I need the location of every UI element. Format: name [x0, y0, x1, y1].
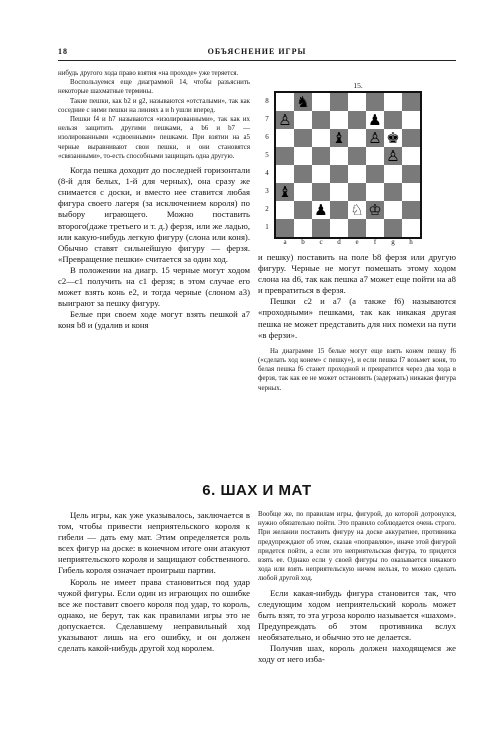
paragraph: Вообще же, по правилам игры, фигурой, до которой дотронулся, нужно обязательно пойти. Это правило соблюдается очень строго. При желании поставить фигуру на доске аккуратнее, противника предупреждают об этом, сказав «поправляю», иначе этой фигурой придется пойти, а если это неприятельская фигура, то придется взять ее. Однако если у своей фигуры по оказывается никакого хода или взять неприятельскую ничем нельзя, то можно сделать любой другой ход. [258, 511, 456, 583]
board-square [384, 183, 402, 201]
white-pawn-piece: ♙ [384, 147, 402, 165]
rank-label: 4 [265, 169, 269, 177]
black-pawn-piece: ♟ [312, 201, 330, 219]
board-square [312, 183, 330, 201]
paragraph: Получив шах, король должен находящемся же ходу от него изба- [258, 643, 456, 665]
rank-label: 6 [265, 133, 269, 141]
file-label: c [319, 238, 323, 246]
paragraph: В положении на диагр. 15 черные могут ходом c2—c1 получить на c1 ферзя; в этом случае его может взять конь e2, и тогда черные (слоном a3) выиграют за пешку фигуру. [58, 264, 250, 309]
board-square [312, 93, 330, 111]
rank-label: 5 [265, 151, 269, 159]
board-square [348, 219, 366, 237]
board-square [384, 111, 402, 129]
left-small-text [58, 69, 250, 161]
board-square [384, 201, 402, 219]
file-label: a [283, 238, 287, 246]
paragraph: Если какая-нибудь фигура становится так, что следующим ходом неприятельский король может быть взят, то эта угроза королю называется «шахом». Предупреждать об этом противника вслух необязательно, и обычно это не делается. [258, 587, 456, 642]
board-square [402, 93, 420, 111]
right-main-text [258, 252, 456, 341]
paragraph: Пешки c2 и a7 (а также f6) называются «проходными» пешками, так как никакая другая пешка не может представить для них помехи на пути «в ферзи». [258, 296, 456, 340]
board-square [312, 111, 330, 129]
board-square [402, 147, 420, 165]
paragraph: Король не имеет права становиться под удар чужой фигуры. Если один из играющих по ошибке все же поставит своего короля под удар, то король, однако, не берут, так как правилами игры это не допускается. Сделавшему неправильный ход указывают лишь на его ошибку, и он должен сделать какой-нибудь другой ход королем. [58, 576, 250, 654]
white-king-piece: ♔ [366, 201, 384, 219]
board-square [294, 201, 312, 219]
board-square [312, 219, 330, 237]
black-knight-piece: ♞ [294, 93, 312, 111]
board-square [330, 111, 348, 129]
board-square [312, 165, 330, 183]
board-square [330, 165, 348, 183]
board-square [294, 147, 312, 165]
board-square [330, 183, 348, 201]
left-main-text [58, 165, 250, 331]
paragraph: и пешку) поставить на поле b8 ферзя или другую фигуру. Черные не могут помешать этому ходом слона на d6, так как пешка a7 может еще пойти на a8 и превратиться в ферзя. [258, 252, 456, 296]
file-label: f [373, 238, 377, 246]
board-square [276, 147, 294, 165]
board-square [384, 219, 402, 237]
board-square [366, 219, 384, 237]
board-square [330, 93, 348, 111]
board-square [366, 93, 384, 111]
board-square [312, 147, 330, 165]
board-square [348, 111, 366, 129]
board-square [294, 129, 312, 147]
rank-label: 3 [265, 187, 269, 195]
diagram-number: 15. [353, 81, 363, 90]
board-square [276, 129, 294, 147]
board-square [330, 147, 348, 165]
board-square [276, 93, 294, 111]
black-pawn-piece: ♟ [366, 111, 384, 129]
board-square [366, 165, 384, 183]
board-square [312, 129, 330, 147]
board-square [348, 129, 366, 147]
page-number: 18 [58, 47, 68, 56]
bottom-right-column [258, 510, 456, 665]
file-label: h [409, 238, 413, 246]
paragraph: нибудь другого хода право взятия «на проходе» уже теряется. [58, 70, 239, 77]
running-header [58, 46, 456, 61]
paragraph: Такие пешки, как b2 и g2, называются «отсталыми», так как соседние с ними пешки на линиях a и h ушли вперед. [58, 97, 250, 114]
paragraph: Пешки f4 и h7 называются «изолированными», так как их нельзя защитить другими пешками, а b6 и b7 — изолированными «сдвоенными» пешками. При взятии на a5 черные выравнивают свои пешки, и они становятся «связанными», то-есть способными защищать одна другую. [58, 116, 250, 160]
board-square [384, 165, 402, 183]
board-square [366, 183, 384, 201]
right-small-text [258, 347, 456, 393]
black-bishop-piece: ♝ [330, 129, 348, 147]
board-square [348, 165, 366, 183]
file-label: g [391, 238, 395, 246]
rank-label: 2 [265, 205, 269, 213]
file-label: e [355, 238, 359, 246]
paragraph: Воспользуемся еще диаграммой 14, чтобы разъяснить некоторые шахматные термины. [58, 79, 250, 96]
black-king-piece: ♚ [384, 129, 402, 147]
board-square [330, 201, 348, 219]
running-title: ОБЪЯСНЕНИЕ ИГРЫ [207, 47, 307, 56]
board-square [294, 165, 312, 183]
board-square [348, 183, 366, 201]
board-square [348, 93, 366, 111]
board-square [276, 201, 294, 219]
board-square [402, 165, 420, 183]
board-square [366, 147, 384, 165]
white-knight-piece: ♘ [348, 201, 366, 219]
board-square [276, 165, 294, 183]
rank-label: 8 [265, 97, 269, 105]
bottom-left-column [58, 510, 250, 654]
white-pawn-piece: ♙ [366, 129, 384, 147]
board-square [294, 111, 312, 129]
bottom-right-main-text [258, 588, 456, 666]
board-square [384, 93, 402, 111]
board-square [276, 219, 294, 237]
board-square [402, 129, 420, 147]
paragraph: На диаграмме 15 белые могут еще взять конем пешку f6 («сделать ход конем» с пешку»), и если пешка f7 возьмет коня, то белая пешка f6 станет проходной и превратится через два хода в ферзя, так как ее не может остановить (задержать) никакая фигура черных. [258, 347, 456, 392]
board-square [294, 219, 312, 237]
bottom-right-small-text [258, 510, 456, 584]
left-column [58, 69, 250, 331]
rank-label: 7 [265, 115, 269, 123]
chess-board [274, 91, 422, 239]
board-square [330, 219, 348, 237]
board-square [348, 147, 366, 165]
file-label: b [301, 238, 305, 246]
right-column [258, 252, 456, 393]
file-label: d [337, 238, 341, 246]
paragraph: Когда пешка доходит до последней горизонтали (8-й для белых, 1-й для черных), она сразу же снимается с доски, и вместо нее ставится любая фигура своего лагеря (за исключением короля) по выбору играющего. Можно поставить второго(даже третьего и т. д.) ферзя, или же ладью, или какую-нибудь легкую фигуру (слона или коня). Обычно ставят сильнейшую фигуру — ферзя. «Превращение пешки» считается за один ход. [58, 165, 250, 264]
board-square [402, 111, 420, 129]
board-square [402, 201, 420, 219]
black-bishop-piece: ♝ [276, 183, 294, 201]
board-square [402, 219, 420, 237]
rank-label: 1 [265, 223, 269, 231]
paragraph: Цель игры, как уже указывалось, заключается в том, чтобы привести неприятельского короля к гибели — дать ему мат. Этим определяется роль всех фигур на доске: в конечном итоге они атакуют неприятельского короля и защищают собственного. Гибель короля означает проигрыш партии. [58, 510, 250, 576]
board-square [294, 183, 312, 201]
white-pawn-piece: ♙ [276, 111, 294, 129]
board-square [402, 183, 420, 201]
paragraph: Белые при своем ходе могут взять пешкой a7 коня b8 и (удалив и коня [58, 309, 250, 331]
section-title: 6. ШАХ И МАТ [202, 482, 312, 499]
